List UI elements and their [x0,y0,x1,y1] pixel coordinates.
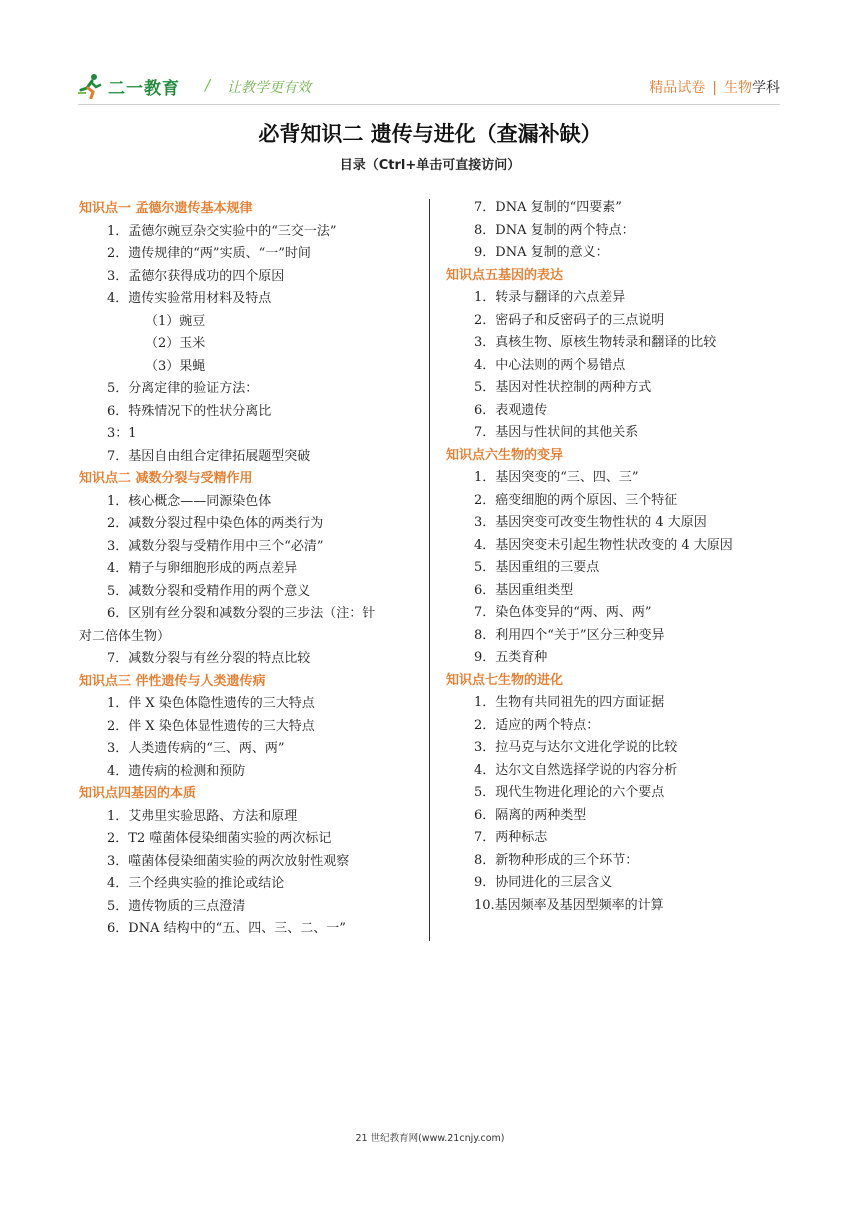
toc-entry-link[interactable]: 7．减数分裂与有丝分裂的特点比较 [107,651,311,666]
toc-entry-link[interactable]: 8．新物种形成的三个环节： [474,852,639,868]
header-divider [78,104,780,105]
toc-entry-link[interactable]: 7．染色体变异的“两、两、两” [474,605,652,620]
toc-entry-link[interactable]: （2）玉米 [145,336,206,351]
toc-section-heading[interactable]: 知识点七生物的进化 [446,672,564,688]
page-footer: 21 世纪教育网(www.21cnjy.com) [355,1133,505,1144]
toc-entry-link[interactable]: 7．DNA 复制的“四要素” [474,200,622,215]
toc-entry-link[interactable]: 4．遗传病的检测和预防 [107,763,246,779]
toc-section-heading[interactable]: 知识点二 减数分裂与受精作用 [79,471,253,486]
runner-logo-icon [78,73,104,99]
toc-subtitle: 目录（Ctrl+单击可直接访问） [339,158,521,173]
toc-section-heading[interactable]: 知识点三 伴性遗传与人类遗传病 [79,673,266,689]
toc-entry-link[interactable]: 7．两种标志 [474,830,548,845]
toc-section-heading[interactable]: 知识点六生物的变异 [446,447,564,463]
toc-entry-link[interactable]: 1．核心概念——同源染色体 [107,493,272,509]
toc-entry-link[interactable]: 3．孟德尔获得成功的四个原因 [107,268,285,284]
toc-entry-link[interactable]: 3．基因突变可改变生物性状的 4 大原因 [474,515,707,530]
toc-entry-link[interactable]: 10.基因频率及基因型频率的计算 [474,897,664,913]
toc-entry-link[interactable]: 3．真核生物、原核生物转录和翻译的比较 [474,335,717,350]
header-right [649,77,780,97]
subject-colored: 生物 [724,80,752,96]
toc-entry-link[interactable]: 4．精子与卵细胞形成的两点差异 [107,561,298,576]
toc-section-heading[interactable]: 知识点五基因的表达 [446,267,564,283]
page-header [78,70,780,106]
slogan: 让教学更有效 [227,80,311,96]
toc-entry-link[interactable]: 9．协同进化的三层含义 [474,875,613,890]
toc-entry-link[interactable]: 4．基因突变未引起生物性状改变的 4 大原因 [474,537,733,553]
toc-entry-link[interactable]: 5．基因对性状控制的两种方式 [474,380,652,395]
toc-entry-link[interactable]: 5．遗传物质的三点澄清 [107,898,246,914]
toc-entry-link[interactable]: 7．基因与性状间的其他关系 [474,425,639,440]
toc-entry-link[interactable]: 对二倍体生物） [79,628,171,644]
toc-entry-link[interactable]: 4．达尔文自然选择学说的内容分析 [474,762,678,778]
toc-entry-link[interactable]: 1．基因突变的“三、四、三” [474,470,639,485]
logo [78,72,180,100]
toc-entry-link[interactable]: 4．中心法则的两个易错点 [474,357,626,373]
toc-entry-link[interactable]: 6．基因重组类型 [474,582,574,598]
toc-entry-link[interactable]: 3．拉马克与达尔文进化学说的比较 [474,740,678,755]
header-label: 精品试卷 [649,80,706,96]
toc-entry-link[interactable]: 1．转录与翻译的六点差异 [474,290,626,305]
toc-entry-link[interactable]: 9．五类育种 [474,650,548,665]
toc-entry-link[interactable]: 2．遗传规律的“两”实质、“一”时间 [107,246,311,261]
page-title: 必背知识二 遗传与进化（查漏补缺） [258,121,602,146]
toc-entry-link[interactable]: 1．伴 X 染色体隐性遗传的三大特点 [107,696,315,711]
toc-entry-link[interactable]: 1．孟德尔豌豆杂交实验中的“三交一法” [107,223,337,239]
column-divider [429,199,430,941]
toc-entry-link[interactable]: 2．适应的两个特点： [474,717,600,733]
toc-entry-link[interactable]: 2．伴 X 染色体显性遗传的三大特点 [107,718,315,734]
header-separator: | [712,80,717,96]
toc-entry-link[interactable]: 4．遗传实验常用材料及特点 [107,291,272,306]
subject-plain: 学科 [752,80,780,96]
toc-entry-link[interactable]: 5．减数分裂和受精作用的两个意义 [107,583,311,599]
toc-section-heading[interactable]: 知识点四基因的本质 [79,786,197,801]
toc-entry-link[interactable]: 2．减数分裂过程中染色体的两类行为 [107,516,324,531]
toc-entry-link[interactable]: 4．三个经典实验的推论或结论 [107,876,285,891]
toc-entry-link[interactable]: 9．DNA 复制的意义： [474,245,609,260]
toc-entry-link[interactable]: 6．区别有丝分裂和减数分裂的三步法（注：针 [107,606,376,621]
toc-entry-link[interactable]: 1．生物有共同祖先的四方面证据 [474,695,665,710]
toc-entry-link[interactable]: （3）果蝇 [145,358,206,374]
toc-entry-link[interactable]: 3．减数分裂与受精作用中三个“必清” [107,538,324,554]
toc-entry-link[interactable]: 7．基因自由组合定律拓展题型突破 [107,448,311,464]
toc-left-column [79,198,424,941]
toc-entry-link[interactable]: 6．DNA 结构中的“五、四、三、二、一” [107,921,346,936]
toc-entry-link[interactable]: （1）豌豆 [145,313,206,329]
header-slash: / [205,76,211,94]
toc-entry-link[interactable]: 8．DNA 复制的两个特点： [474,222,635,238]
toc-entry-link[interactable]: 6．隔离的两种类型 [474,807,587,823]
toc-entry-link[interactable]: 1．艾弗里实验思路、方法和原理 [107,808,298,824]
toc-entry-link[interactable]: 5．现代生物进化理论的六个要点 [474,785,665,800]
toc-entry-link[interactable]: 3．噬菌体侵染细菌实验的两次放射性观察 [107,853,350,869]
toc-right-column [446,197,786,917]
toc-entry-link[interactable]: 8．利用四个“关于”区分三种变异 [474,627,665,643]
toc-entry-link[interactable]: 6．特殊情况下的性状分离比 [107,403,272,419]
toc-entry-link[interactable]: 3：1 [107,426,137,441]
toc-entry-link[interactable]: 6．表观遗传 [474,402,548,418]
toc-entry-link[interactable]: 5．分离定律的验证方法： [107,381,259,396]
toc-entry-link[interactable]: 5．基因重组的三要点 [474,560,600,575]
toc-section-heading[interactable]: 知识点一 孟德尔遗传基本规律 [79,201,253,216]
toc-entry-link[interactable]: 2．密码子和反密码子的三点说明 [474,312,665,328]
toc-entry-link[interactable]: 2．癌变细胞的两个原因、三个特征 [474,492,678,508]
logo-text: 二一教育 [108,78,180,99]
toc-entry-link[interactable]: 3．人类遗传病的“三、两、两” [107,741,285,756]
toc-entry-link[interactable]: 2．T2 噬菌体侵染细菌实验的两次标记 [107,831,332,846]
